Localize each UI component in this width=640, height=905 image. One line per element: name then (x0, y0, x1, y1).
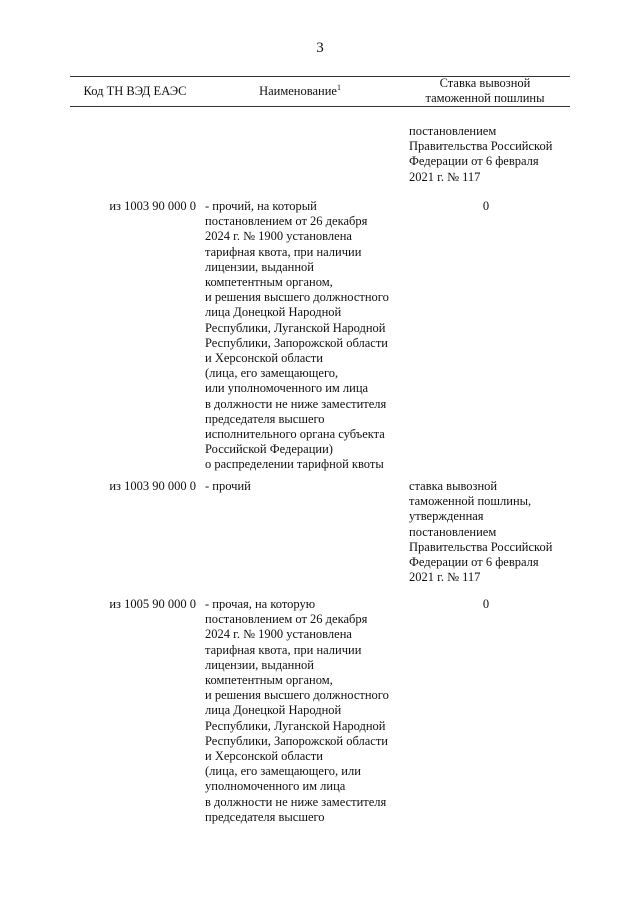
name-line: - прочий, на который (205, 199, 317, 213)
name-line: - прочий (205, 479, 251, 493)
name-line: (лица, его замещающего, или (205, 764, 361, 779)
name-line: председателя высшего (205, 411, 325, 426)
rate-line: 2021 г. № 117 (409, 169, 481, 184)
table-header-bottom-rule (70, 106, 570, 107)
header-name-footnote: 1 (336, 82, 341, 92)
rate-line: Правительства Российской (409, 139, 553, 154)
name-line: и решения высшего должностного (205, 688, 389, 703)
rate-line: постановлением (409, 124, 497, 138)
rate-line: ставка вывозной (409, 479, 498, 493)
name-line: в должности не ниже заместителя (205, 794, 387, 809)
name-line: тарифная квота, при наличии (205, 642, 362, 657)
row-rate: 0 (482, 597, 490, 611)
name-line: лица Донецкой Народной (205, 703, 342, 718)
name-line: Республики, Запорожской области (205, 335, 388, 350)
name-line: компетентным органом, (205, 673, 333, 688)
name-line: постановлением от 26 декабря (205, 612, 368, 627)
row-name (205, 479, 400, 494)
row-rate (409, 479, 569, 585)
header-name-text: Наименование (259, 84, 337, 98)
name-line: Республики, Луганской Народной (205, 718, 386, 733)
header-rate-line: Ставка вывозной (439, 76, 531, 90)
rate-line: 2021 г. № 117 (409, 570, 481, 585)
name-line: компетентным органом, (205, 275, 333, 290)
name-line: Республики, Запорожской области (205, 733, 388, 748)
name-line: уполномоченного им лица (205, 779, 346, 794)
name-line: (лица, его замещающего, (205, 366, 339, 381)
row-code: из 1003 90 000 0 (109, 479, 196, 493)
name-line: лицензии, выданной (205, 259, 314, 274)
name-line: 2024 г. № 1900 установлена (205, 229, 352, 244)
name-line: Российской Федерации) (205, 442, 333, 457)
header-rate (400, 76, 570, 106)
header-code: Код ТН ВЭД ЕАЭС (83, 84, 187, 98)
name-line: председателя высшего (205, 809, 325, 824)
name-line: лица Донецкой Народной (205, 305, 342, 320)
name-line: - прочая, на которую (205, 597, 316, 611)
rate-line: таможенной пошлины, (409, 494, 532, 509)
rate-line: утвержденная (409, 509, 484, 524)
rate-line: Федерации от 6 февраля (409, 154, 539, 169)
rate-line: Федерации от 6 февраля (409, 555, 539, 570)
name-line: о распределении тарифной квоты (205, 457, 384, 472)
name-line: лицензии, выданной (205, 657, 314, 672)
header-rate-line: таможенной пошлины (425, 91, 545, 105)
name-line: постановлением от 26 декабря (205, 214, 368, 229)
row-name (205, 199, 400, 473)
name-line: и Херсонской области (205, 351, 323, 366)
rate-line: постановлением (409, 524, 497, 539)
page-number: 3 (316, 40, 324, 56)
header-name (200, 84, 400, 99)
name-line: или уполномоченного им лица (205, 381, 369, 396)
row-rate: 0 (482, 199, 490, 213)
name-line: в должности не ниже заместителя (205, 396, 387, 411)
rate-line: Правительства Российской (409, 539, 553, 554)
name-line: тарифная квота, при наличии (205, 244, 362, 259)
continued-rate-cell (409, 124, 569, 185)
name-line: Республики, Луганской Народной (205, 320, 386, 335)
row-code: из 1005 90 000 0 (109, 597, 196, 611)
name-line: исполнительного органа субъекта (205, 427, 385, 442)
name-line: и решения высшего должностного (205, 290, 389, 305)
name-line: 2024 г. № 1900 установлена (205, 627, 352, 642)
row-code: из 1003 90 000 0 (109, 199, 196, 213)
name-line: и Херсонской области (205, 749, 323, 764)
row-name (205, 597, 400, 825)
